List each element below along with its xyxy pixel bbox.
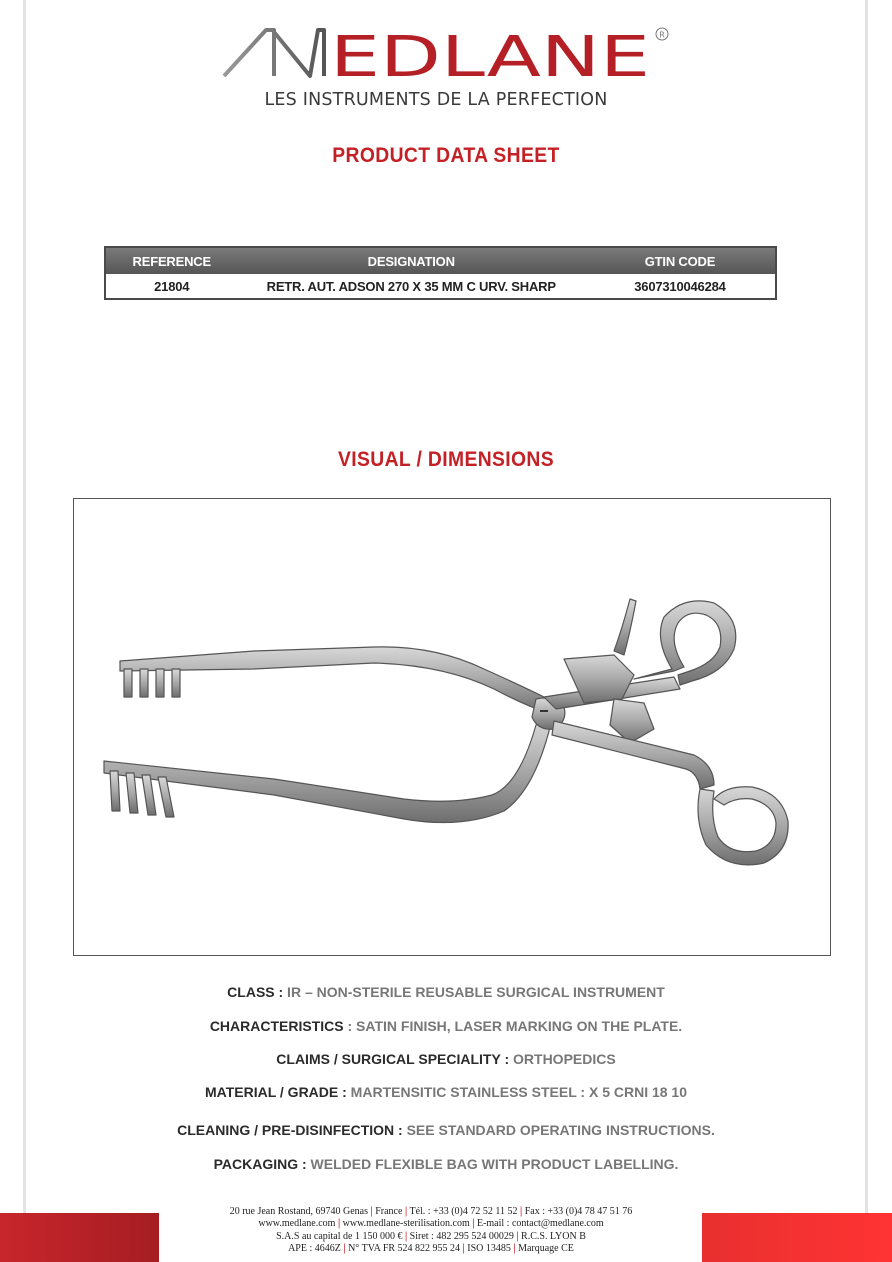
header-reference: REFERENCE [105, 247, 237, 274]
spec-packaging: PACKAGING : WELDED FLEXIBLE BAG WITH PRODUCT LABELLING. [213, 1156, 679, 1172]
spec-material-grade: MATERIAL / GRADE : MARTENSITIC STAINLESS STEEL : X 5 CRNI 18 10 [204, 1084, 688, 1100]
table-row [105, 274, 776, 299]
logo-wordmark [218, 20, 678, 90]
spec-claims-speciality: CLAIMS / SURGICAL SPECIALITY : ORTHOPEDICS [276, 1051, 616, 1067]
product-image-frame [73, 498, 831, 956]
cell-gtin-code: 3607310046284 [585, 274, 776, 299]
header-designation: DESIGNATION [237, 247, 584, 274]
footer-line-registration: APE : 4646Z | N° TVA FR 524 822 955 24 | ISO 13485 | Marquage CE [288, 1243, 574, 1255]
footer-line-address: 20 rue Jean Rostand, 69740 Genas | France | Tél. : +33 (0)4 72 52 11 52 | Fax : +33 (0)4 78 47 51 76 [229, 1206, 633, 1217]
footer-line-web: www.medlane.com | www.medlane-sterilisation.com | E-mail : contact@medlane.com [258, 1218, 604, 1230]
footer-red-bar-left [0, 1213, 159, 1262]
company-footer [180, 1206, 682, 1256]
reference-table [104, 246, 777, 300]
header-gtin-code: GTIN CODE [585, 247, 776, 274]
spec-characteristics: CHARACTERISTICS : SATIN FINISH, LASER MARKING ON THE PLATE. [209, 1018, 683, 1034]
svg-text:R: R [659, 30, 665, 40]
spec-cleaning: CLEANING / PRE-DISINFECTION : SEE STANDARD OPERATING INSTRUCTIONS. [177, 1122, 715, 1138]
retractor-instrument-image [74, 499, 830, 955]
website-link[interactable]: www.medlane.com [258, 1218, 336, 1230]
right-border-line [865, 0, 868, 1262]
product-data-sheet-title: PRODUCT DATA SHEET [332, 144, 560, 167]
spec-class: CLASS : IR – NON-STERILE REUSABLE SURGICAL INSTRUMENT [227, 984, 665, 1000]
footer-red-bar-right [702, 1213, 892, 1262]
visual-dimensions-title: VISUAL / DIMENSIONS [338, 448, 554, 471]
footer-line-company: S.A.S au capital de 1 150 000 € | Siret : 482 295 524 00029 | R.C.S. LYON B [276, 1230, 586, 1242]
brand-tagline: LES INSTRUMENTS DE LA PERFECTION [264, 90, 608, 110]
logo-letters: EDLANE [330, 25, 650, 90]
email-link[interactable]: E-mail : contact@medlane.com [476, 1218, 604, 1230]
sterilisation-website-link[interactable]: www.medlane-sterilisation.com [342, 1218, 470, 1230]
table-header-row [105, 247, 776, 274]
left-border-line [23, 0, 26, 1262]
cell-designation: RETR. AUT. ADSON 270 X 35 MM C URV. SHARP [237, 274, 584, 299]
cell-reference: 21804 [105, 274, 237, 299]
